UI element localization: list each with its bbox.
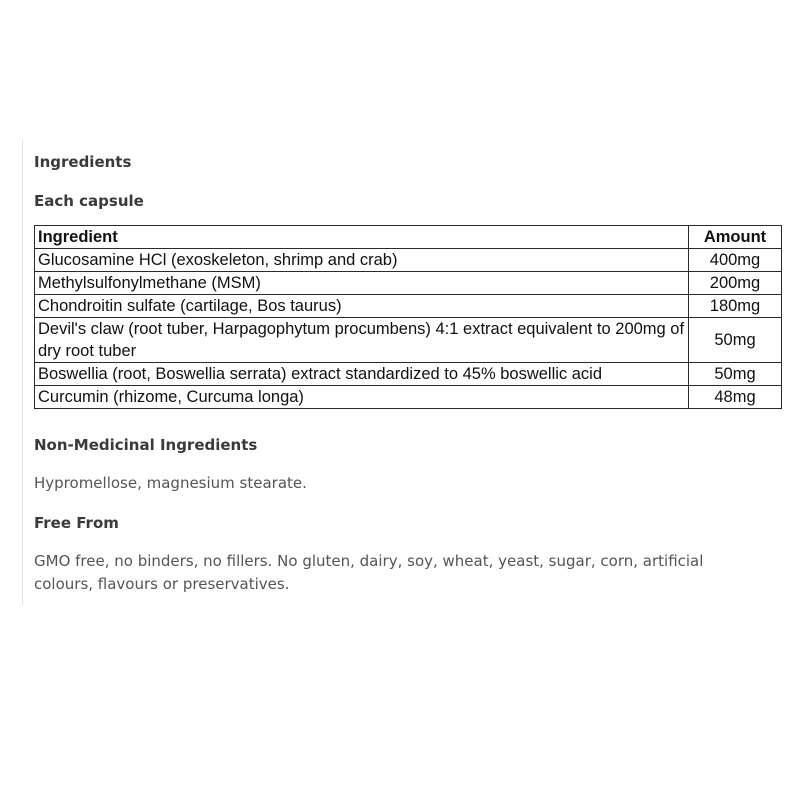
amount-cell: 200mg — [689, 272, 782, 295]
ingredient-cell: Chondroitin sulfate (cartilage, Bos taurus) — [35, 295, 689, 318]
ingredient-cell: Glucosamine HCl (exoskeleton, shrimp and crab) — [35, 249, 689, 272]
ingredients-table — [34, 225, 782, 409]
amount-cell: 50mg — [689, 318, 782, 363]
free-from-text: GMO free, no binders, no fillers. No gluten, dairy, soy, wheat, yeast, sugar, corn, artificial colours, flavours or preservatives. — [34, 552, 704, 593]
free-from-title: Free From — [34, 514, 119, 532]
table-row — [35, 295, 782, 318]
ingredient-cell: Methylsulfonylmethane (MSM) — [35, 272, 689, 295]
table-row — [35, 386, 782, 409]
amount-cell: 48mg — [689, 386, 782, 409]
subtitle: Each capsule — [34, 192, 144, 210]
header-amount: Amount — [689, 226, 782, 249]
amount-cell: 180mg — [689, 295, 782, 318]
table-row — [35, 363, 782, 386]
ingredient-cell: Boswellia (root, Boswellia serrata) extract standardized to 45% boswellic acid — [35, 363, 689, 386]
ingredient-cell: Devil's claw (root tuber, Harpagophytum procumbens) 4:1 extract equivalent to 200mg of dry root tuber — [35, 318, 689, 363]
table-row — [35, 272, 782, 295]
non-medicinal-title: Non-Medicinal Ingredients — [34, 436, 258, 454]
section-title: Ingredients — [34, 153, 132, 171]
ingredients-panel — [22, 140, 793, 605]
header-ingredient: Ingredient — [35, 226, 689, 249]
ingredient-cell: Curcumin (rhizome, Curcuma longa) — [35, 386, 689, 409]
table-header-row — [35, 226, 782, 249]
table-row — [35, 249, 782, 272]
amount-cell: 400mg — [689, 249, 782, 272]
table-row — [35, 318, 782, 363]
non-medicinal-text: Hypromellose, magnesium stearate. — [34, 474, 307, 492]
amount-cell: 50mg — [689, 363, 782, 386]
